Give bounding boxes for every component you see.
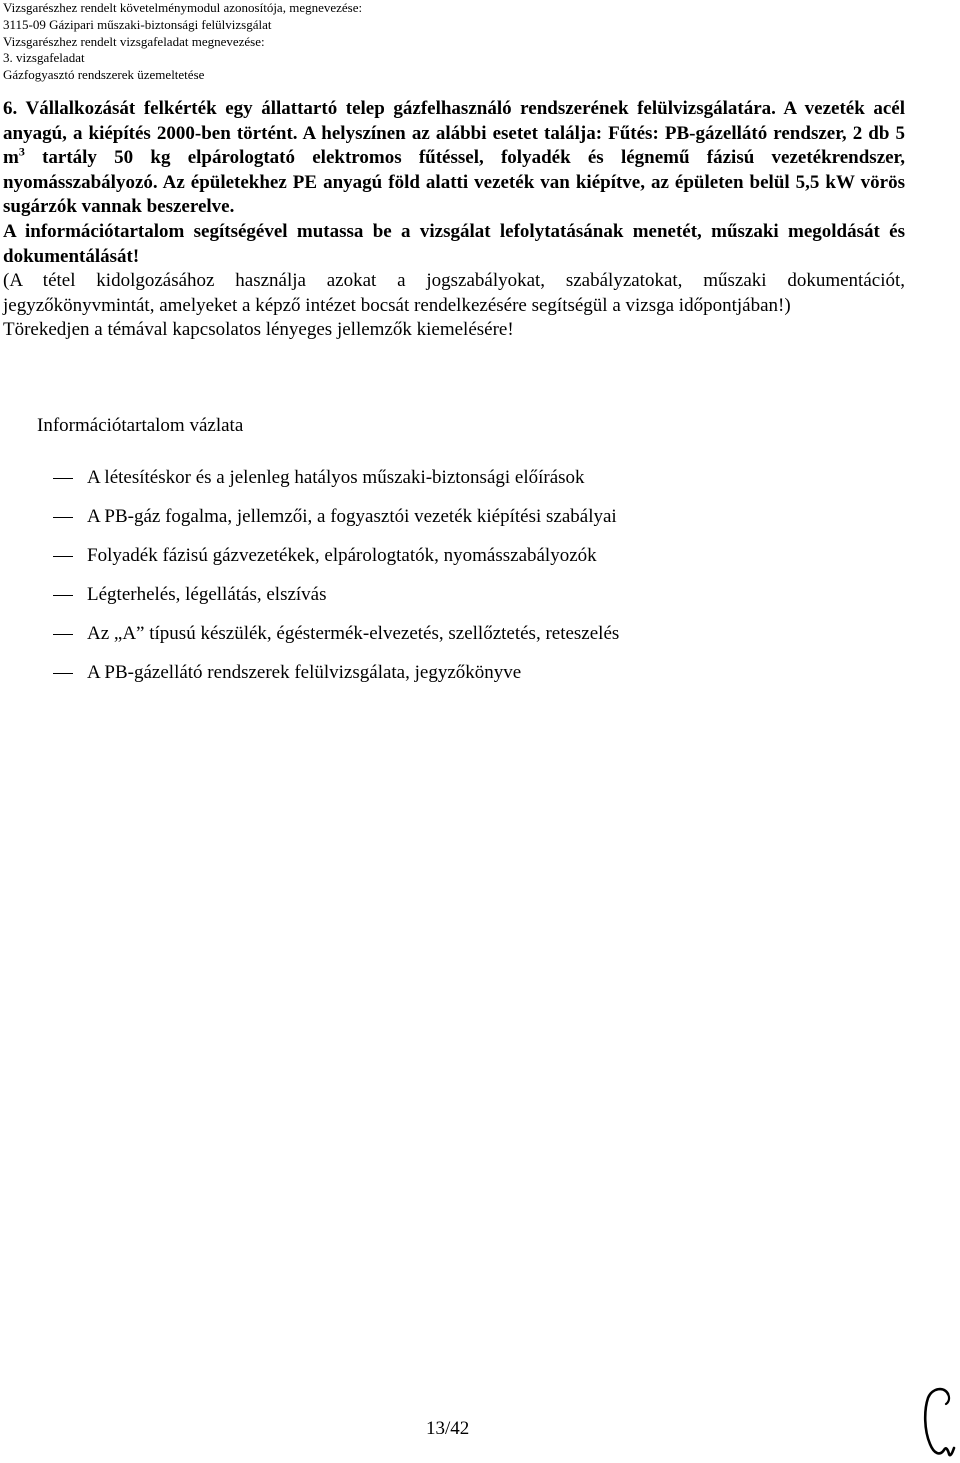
list-item — [0, 505, 900, 544]
task-instruction: A információtartalom segítségével mutassa be a vizsgálat lefolytatásának menetét, műszaki megoldását és dokumentálását! — [3, 220, 905, 267]
handwritten-signature-icon — [918, 1384, 958, 1460]
list-item-text: Légterhelés, légellátás, elszívás — [87, 584, 327, 605]
dash-bullet-icon — [53, 556, 73, 557]
list-item-text: Folyadék fázisú gázvezetékek, elpárologtatók, nyomásszabályozók — [87, 545, 597, 566]
dash-bullet-icon — [53, 595, 73, 596]
header-task-number: 3. vizsgafeladat — [3, 50, 85, 66]
task-description — [3, 97, 905, 343]
list-item-text: Az „A” típusú készülék, égéstermék-elvezetés, szellőztetés, reteszelés — [87, 623, 620, 644]
page-number: 13/42 — [426, 1418, 470, 1439]
task-superscript: 3 — [18, 144, 25, 159]
task-emphasis: Törekedjen a témával kapcsolatos lényeges jellemzők kiemelésére! — [3, 319, 514, 341]
task-scenario-part1: 6. Vállalkozását felkérték egy állattartó telep gázfelhasználó rendszerének felülvizsgálatára. A vezeték acél anyagú, a kiépítés 2000-ben történt. A helyszínen az alábbi esetet találja: Fűtés: PB-gázellátó rendszer, 2 db 5 m — [3, 98, 905, 169]
header-module-name: 3115-09 Gázipari műszaki-biztonsági felülvizsgálat — [3, 16, 272, 32]
dash-bullet-icon — [53, 634, 73, 635]
outline-list — [0, 466, 900, 700]
list-item-text: A PB-gázellátó rendszerek felülvizsgálata, jegyzőkönyve — [87, 662, 522, 683]
list-item — [0, 544, 900, 583]
header-task-name: Gázfogyasztó rendszerek üzemeltetése — [3, 67, 205, 83]
task-scenario — [3, 97, 905, 220]
task-scenario-part2: tartály 50 kg elpárologtató elektromos fűtéssel, folyadék és légnemű fázisú vezetékrendszer, nyomásszabályozó. Az épületekhez PE anyagú föld alatti vezeték van kiépítve, az épületen belül 5,5 kW vörös sugárzók vannak beszerelve. — [3, 147, 905, 218]
dash-bullet-icon — [53, 478, 73, 479]
list-item — [0, 661, 900, 700]
list-item — [0, 466, 900, 505]
list-item-text: A PB-gáz fogalma, jellemzői, a fogyasztói vezeték kiépítési szabályai — [87, 506, 617, 527]
document-header — [3, 0, 703, 84]
header-task-label: Vizsgarészhez rendelt vizsgafeladat megnevezése: — [3, 33, 265, 49]
task-note: (A tétel kidolgozásához használja azokat a jogszabályokat, szabályzatokat, műszaki dokumentációt, jegyzőkönyvmintát, amelyeket a képző intézet bocsát rendelkezésére segítségül a vizsga időpontjában!) — [3, 270, 905, 316]
outline-title: Információtartalom vázlata — [37, 415, 244, 436]
list-item — [0, 583, 900, 622]
dash-bullet-icon — [53, 673, 73, 674]
list-item-text: A létesítéskor és a jelenleg hatályos műszaki-biztonsági előírások — [87, 467, 585, 488]
header-module-label: Vizsgarészhez rendelt követelménymodul azonosítója, megnevezése: — [3, 0, 363, 15]
list-item — [0, 622, 900, 661]
dash-bullet-icon — [53, 517, 73, 518]
